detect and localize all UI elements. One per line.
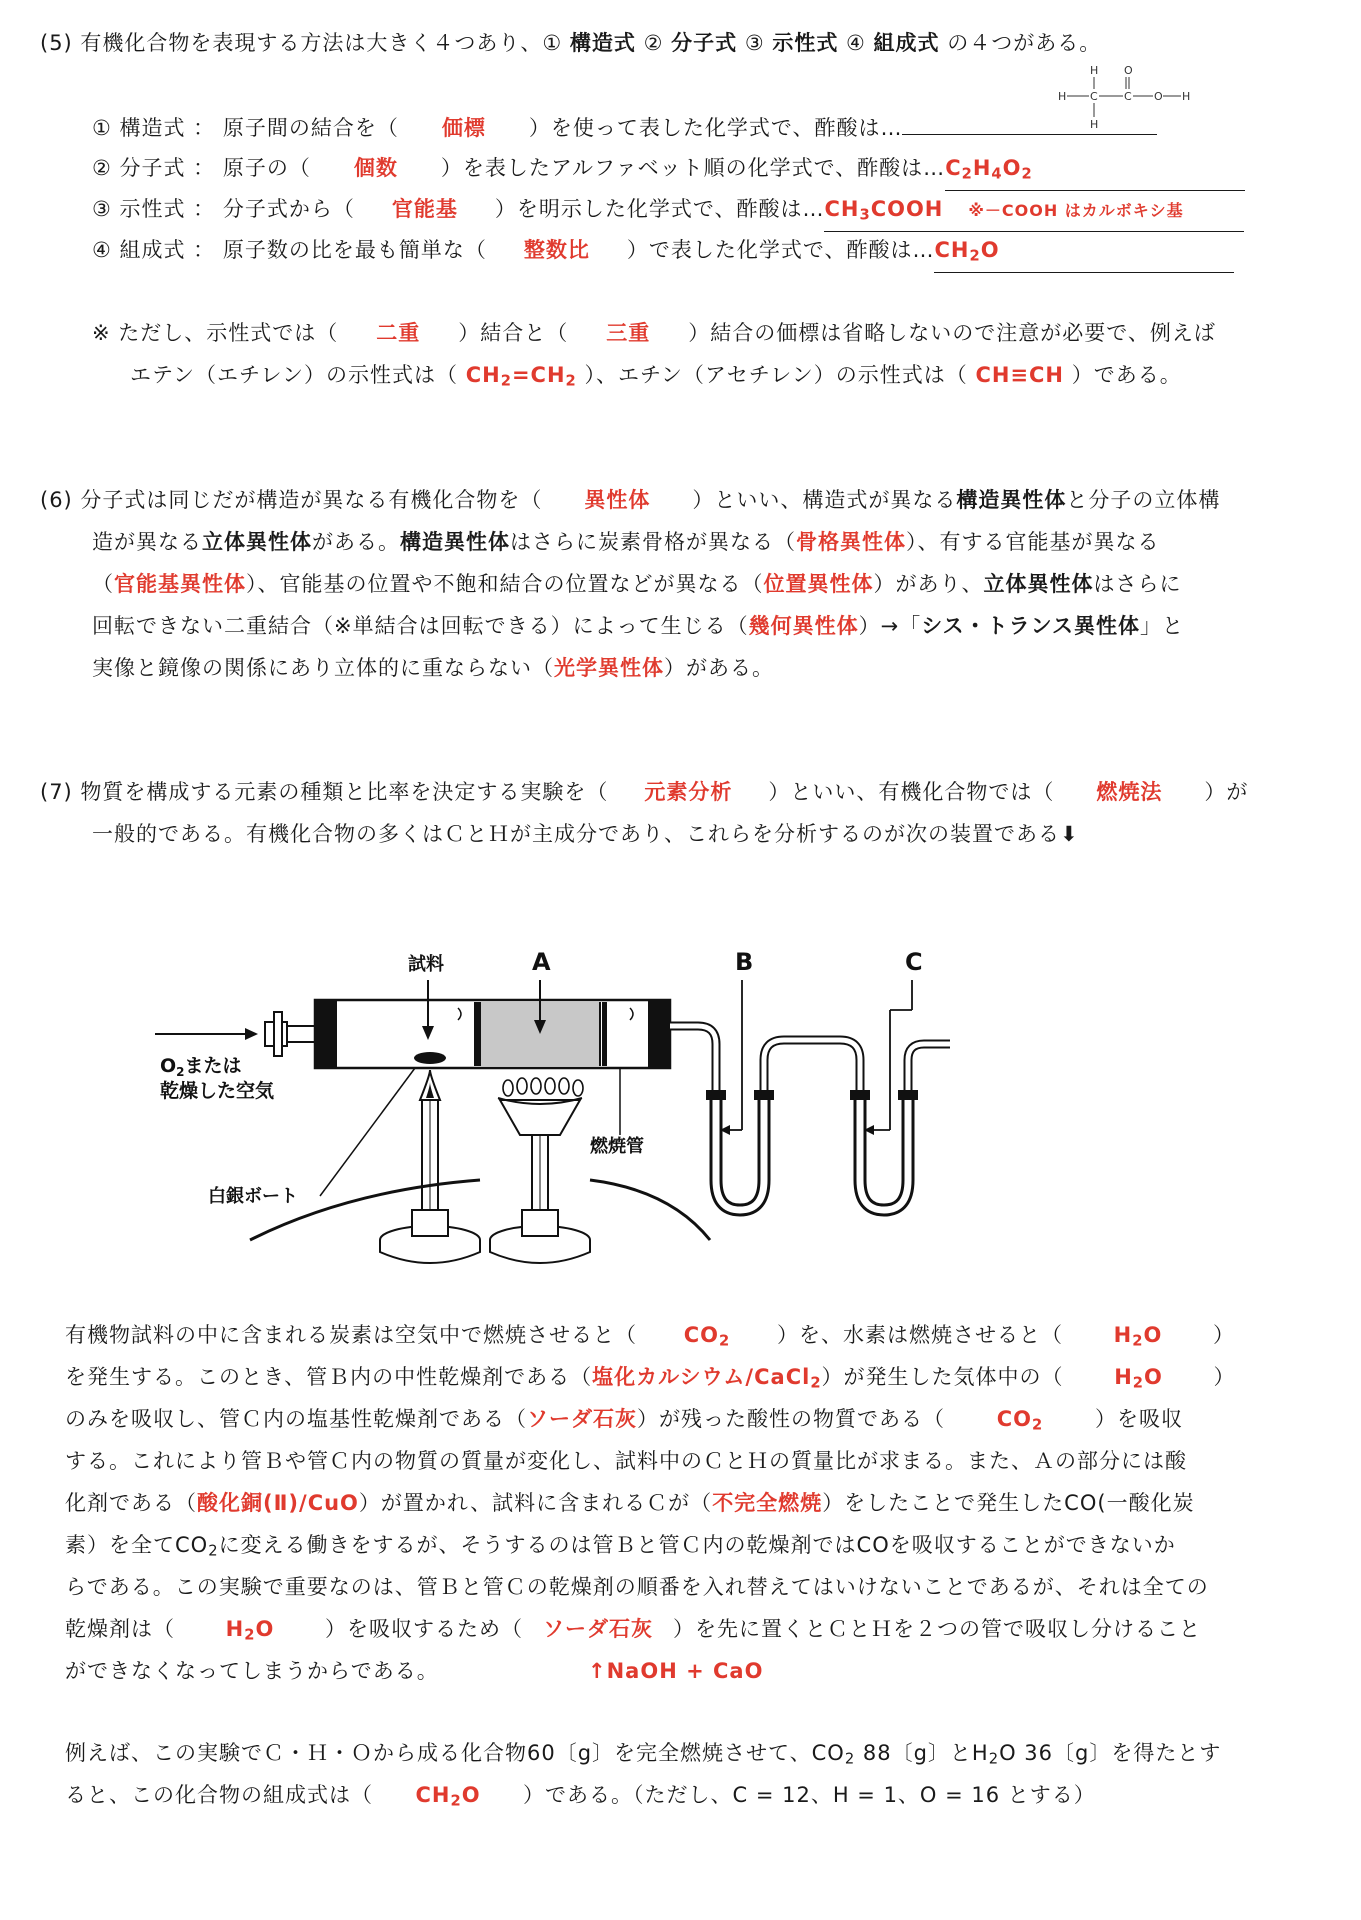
r4-formula: $CH_2O$ — [934, 235, 1234, 273]
label-c: C — [905, 948, 923, 976]
s8-line-9: ができなくなってしまうからである。 — [65, 1659, 439, 1683]
circle-3: ③ — [744, 31, 765, 55]
label-a: A — [532, 948, 551, 976]
s6-answer-geometric: 幾何異性体 — [748, 614, 859, 638]
note2-post: ）である。 — [1071, 363, 1182, 387]
s8-line-7: らである。この実験で重要なのは、管Ｂと管Ｃの乾燥剤の順番を入れ替えてはいけないことであるが、それは全ての — [65, 1575, 1209, 1599]
note2-mid: ）、エチン（アセチレン）の示性式は（ — [584, 363, 968, 387]
note2-answer-1: $CH_2=CH_2$ — [465, 363, 577, 390]
r3-note: ※－COOH はカルボキシ基 — [968, 201, 1184, 220]
note1-mid: ）結合と（ — [458, 321, 569, 345]
s8-answer-soda-lime: ソーダ石灰 — [527, 1407, 637, 1431]
note1-post: ）結合の価標は省略しないので注意が必要で、例えば — [688, 321, 1216, 345]
struct-h-top: H — [1090, 64, 1099, 77]
method-rational: 示性式 — [772, 31, 839, 55]
s8-answer-cacl2: 塩化カルシウム/CaCl$_2$ — [592, 1365, 822, 1392]
note1-answer-1: 二重 — [376, 321, 421, 345]
s5-intro-text: (5) 有機化合物を表現する方法は大きく４つあり、① — [40, 31, 570, 55]
s8-answer-h2o: $H_2O$ — [1113, 1323, 1163, 1350]
label-gas-2: 乾燥した空気 — [160, 1080, 275, 1102]
label-sample: 試料 — [408, 954, 444, 975]
s6-answer-positional: 位置異性体 — [763, 572, 874, 596]
struct-h-right: H — [1182, 90, 1191, 103]
s5-note-1 — [92, 318, 1216, 348]
label-boat: 白銀ボート — [208, 1186, 298, 1207]
s5-row-3 — [92, 194, 1244, 232]
s8-note-naoh: ↑NaOH + CaO — [588, 1659, 764, 1683]
r2-answer: 個数 — [353, 156, 398, 180]
s8-line-8: 乾燥剤は（ $H_2O$ ）を吸収するため（ ソーダ石灰 ）を先に置くとＣとＨを２つの管で吸収し分けること — [65, 1614, 1201, 1651]
r2-post: ）を表したアルファベット順の化学式で、酢酸は… — [440, 156, 946, 180]
s7-line-2: 一般的である。有機化合物の多くはＣとＨが主成分であり、これらを分析するのが次の装置である⬇ — [92, 822, 1079, 846]
s6-line-3: （官能基異性体）、官能基の位置や不飽和結合の位置などが異なる（位置異性体）があり、立体異性体はさらに — [92, 572, 1182, 596]
method-empirical: 組成式 — [873, 31, 940, 55]
r4-answer: 整数比 — [523, 238, 590, 262]
r3-post: ）を明示した化学式で、酢酸は… — [494, 197, 825, 221]
s8-answer-soda-lime-2: ソーダ石灰 — [543, 1617, 653, 1641]
s8-answer-h2o-2: $H_2O$ — [1114, 1365, 1163, 1392]
s6-answer-optical: 光学異性体 — [554, 656, 664, 680]
r4-post: ）で表した化学式で、酢酸は… — [626, 238, 935, 262]
r1-blank-line — [902, 112, 1157, 135]
s6-line-4: 回転できない二重結合（※単結合は回転できる）によって生じる（幾何異性体）→「シス・トランス異性体」と — [92, 614, 1184, 638]
r1-post: ）を使って表した化学式で、酢酸は… — [528, 116, 903, 140]
s8-line-1: 有機物試料の中に含まれる炭素は空気中で燃焼させると（ $CO_2$ ）を、水素は燃焼させると（ $H_2O$ ） — [65, 1320, 1235, 1357]
r2-formula: $C_2H_4O_2$ — [945, 153, 1245, 191]
s8-line-3: のみを吸収し、管Ｃ内の塩基性乾燥剤である（ソーダ石灰）が残った酸性の物質である（ $CO_2$ ）を吸収 — [65, 1404, 1183, 1441]
s7-line-1: (7) 物質を構成する元素の種類と比率を決定する実験を（ 元素分析 ）といい、有機化合物では（ 燃焼法 ）が — [40, 777, 1248, 807]
r3-answer: 官能基 — [391, 197, 458, 221]
note2-answer-2: CH≡CH — [975, 363, 1065, 387]
struct-o-top: O — [1124, 64, 1133, 77]
s8-line-6: 素）を全て$CO_2$に変える働きをするが、そうするのは管Ｂと管Ｃ内の乾燥剤ではCOを吸収することができないか — [65, 1533, 1176, 1560]
s5-intro-end: の４つがある。 — [947, 31, 1102, 55]
s5-row-1 — [92, 112, 1157, 143]
s8-answer-cuo: 酸化銅(Ⅱ)/CuO — [197, 1491, 359, 1515]
r4-label: ④ 組成式 ： 原子数の比を最も簡単な（ — [92, 238, 487, 262]
combustion-apparatus-diagram — [150, 940, 1000, 1280]
note2-pre: エテン（エチレン）の示性式は（ — [130, 363, 459, 387]
s9-line-2: ると、この化合物の組成式は（ $CH_2O$ ）である。（ただし、C = 12、H = 1、O = 16 とする） — [65, 1780, 1096, 1817]
method-molecular: 分子式 — [671, 31, 738, 55]
s5-note-2 — [130, 360, 1182, 397]
struct-h-left: H — [1058, 90, 1067, 103]
circle-4: ④ — [846, 31, 866, 55]
s6-answer-skeletal: 骨格異性体 — [796, 530, 906, 554]
note1-answer-2: 三重 — [606, 321, 651, 345]
s6-answer-isomer: 異性体 — [584, 488, 651, 512]
r2-label: ② 分子式 ： 原子の（ — [92, 156, 311, 180]
s8-line-4: する。これにより管Ｂや管Ｃ内の物質の質量が変化し、試料中のＣとＨの質量比が求まる。また、Ａの部分には酸 — [65, 1449, 1187, 1473]
struct-c2: C — [1124, 90, 1132, 103]
s6-answer-functional: 官能基異性体 — [114, 572, 246, 596]
s8-answer-h2o-3: $H_2O$ — [225, 1617, 275, 1644]
label-gas-1: $O_2$または — [160, 1055, 242, 1079]
s8-answer-co2-2: $CO_2$ — [996, 1407, 1044, 1434]
r3-formula: $CH_3COOH$ ※－COOH はカルボキシ基 — [824, 194, 1244, 232]
r3-label: ③ 示性式 ： 分子式から（ — [92, 197, 355, 221]
s9-line-1: 例えば、この実験でＣ・Ｈ・Ｏから成る化合物60〔g〕を完全燃焼させて、$CO_2$ 88〔g〕と$H_2O$ 36〔g〕を得たとす — [65, 1741, 1222, 1768]
s5-row-2 — [92, 153, 1245, 191]
r1-label: ① 構造式 ： 原子間の結合を（ — [92, 116, 399, 140]
struct-o-right: O — [1154, 90, 1163, 103]
note1-pre: ※ ただし、示性式では（ — [92, 321, 339, 345]
label-b: B — [735, 948, 754, 976]
struct-h-bottom: H — [1090, 118, 1099, 131]
s7-answer-combustion: 燃焼法 — [1096, 780, 1163, 804]
s6-line-2: 造が異なる立体異性体がある。構造異性体はさらに炭素骨格が異なる（骨格異性体）、有する官能基が異なる — [92, 530, 1160, 554]
method-structural: 構造式 — [569, 31, 636, 55]
s6-line-5: 実像と鏡像の関係にあり立体的に重ならない（光学異性体）がある。 — [92, 656, 774, 680]
s8-answer-incomplete: 不完全燃焼 — [712, 1491, 823, 1515]
struct-c1: C — [1090, 90, 1098, 103]
s8-line-2: を発生する。このとき、管Ｂ内の中性乾燥剤である（塩化カルシウム/CaCl$_2$）が発生した気体中の（ $H_2O$ ） — [65, 1362, 1236, 1399]
s7-answer-elemental: 元素分析 — [644, 780, 733, 804]
label-tube: 燃焼管 — [590, 1136, 644, 1157]
s9-answer-ch2o: $CH_2O$ — [415, 1783, 481, 1810]
s5-intro — [40, 28, 1101, 58]
s8-answer-co2: $CO_2$ — [683, 1323, 731, 1350]
circle-2: ② — [643, 31, 664, 55]
r1-answer: 価標 — [441, 116, 486, 140]
s6-line-1: (6) 分子式は同じだが構造が異なる有機化合物を（ 異性体 ）といい、構造式が異なる構造異性体と分子の立体構 — [40, 485, 1220, 515]
s8-line-5: 化剤である（酸化銅(Ⅱ)/CuO）が置かれ、試料に含まれるＣが（不完全燃焼）をしたことで発生したCO(一酸化炭 — [65, 1491, 1195, 1515]
s5-row-4 — [92, 235, 1234, 273]
